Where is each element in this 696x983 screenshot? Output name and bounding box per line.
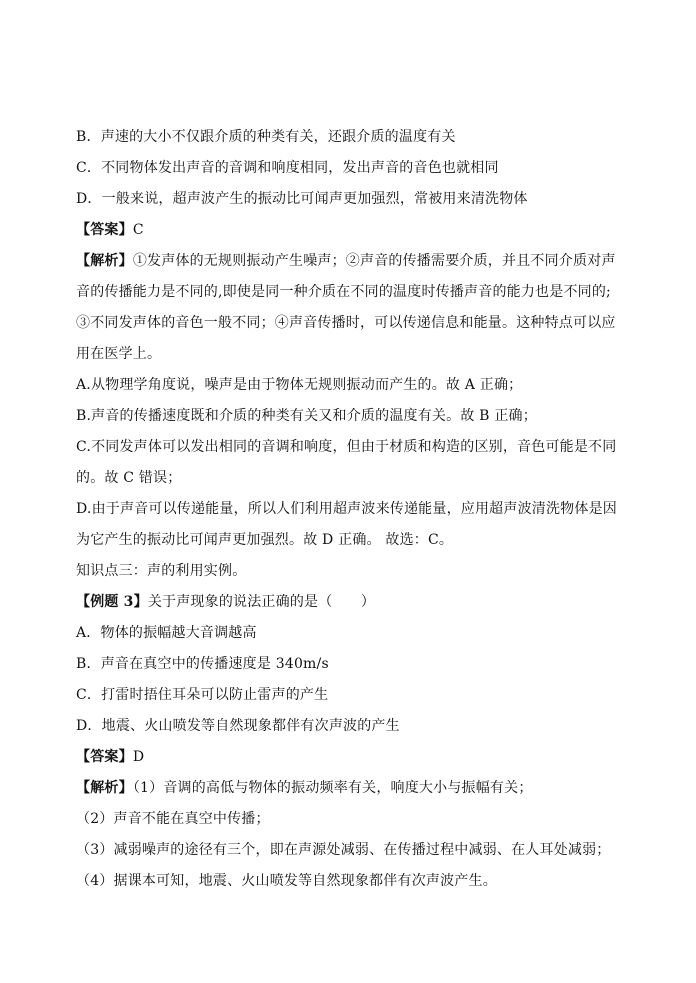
q2-analysis-c1: C.不同发声体可以发出相同的音调和响度，但由于材质和构造的区别，音色可能是不同: [76, 439, 617, 455]
q2-analysis-line-3: ③不同发声体的音色一般不同；④声音传播时，可以传递信息和能量。这种特点可以应: [76, 315, 616, 331]
q3-stem-line: [76, 592, 624, 612]
q2-answer-label: 【答案】: [76, 222, 133, 238]
q3-analysis-line-4: （4）据课本可知，地震、火山喷发等自然现象都伴有次声波产生。: [76, 873, 497, 889]
q2-analysis-line-4: 用在医学上。: [76, 346, 162, 362]
q2-analysis-d1: D.由于声音可以传递能量，所以人们利用超声波来传递能量，应用超声波清洗物体是因: [76, 501, 617, 517]
q2-option-b: B．声速的大小不仅跟介质的种类有关，还跟介质的温度有关: [76, 129, 456, 145]
q2-analysis-b: B.声音的传播速度既和介质的种类有关又和介质的温度有关。故 B 正确；: [76, 408, 537, 424]
q3-option-d: D．地震、火山喷发等自然现象都伴有次声波的产生: [76, 718, 400, 734]
q3-option-c: C．打雷时捂住耳朵可以防止雷声的产生: [76, 687, 329, 703]
q3-option-b: B．声音在真空中的传播速度是 340m/s: [76, 656, 329, 672]
q2-analysis-a: A.从物理学角度说，噪声是由于物体无规则振动而产生的。故 A 正确；: [76, 377, 523, 393]
q2-option-d: D．一般来说，超声波产生的振动比可闻声更加强烈，常被用来清洗物体: [76, 191, 528, 207]
q3-analysis-text-1: （1）音调的高低与物体的振动频率有关，响度大小与振幅有关；: [132, 780, 533, 796]
q3-analysis-label: 【解析】: [76, 780, 133, 796]
q2-analysis-c2: 的。故 C 错误；: [76, 470, 182, 486]
q3-answer-value: D: [132, 749, 145, 765]
q3-analysis-line-1: [76, 778, 624, 798]
q3-label: 【例题 3】: [76, 594, 148, 610]
q3-stem: 关于声现象的说法正确的是（ ）: [147, 594, 376, 610]
q3-analysis-line-3: （3）减弱噪声的途径有三个，即在声源处减弱、在传播过程中减弱、在人耳处减弱；: [76, 842, 611, 858]
q3-answer: [76, 747, 624, 767]
q2-answer-value: C: [132, 222, 144, 238]
q2-analysis-label: 【解析】: [76, 253, 133, 269]
knowledge-point-heading: 知识点三：声的利用实例。: [76, 563, 247, 579]
q2-analysis-d2: 为它产生的振动比可闻声更加强烈。故 D 正确。 故选：C。: [76, 532, 454, 548]
q3-answer-label: 【答案】: [76, 749, 133, 765]
q2-analysis-text-1: ①发声体的无规则振动产生噪声；②声音的传播需要介质，并且不同介质对声: [132, 253, 616, 269]
q3-analysis-line-2: （2）声音不能在真空中传播；: [76, 811, 270, 827]
q2-answer: [76, 220, 624, 240]
q3-option-a: A．物体的振幅越大音调越高: [76, 625, 257, 641]
q2-analysis-line-2: 音的传播能力是不同的,即使是同一种介质在不同的温度时传播声音的能力也是不同的;: [76, 284, 611, 300]
q2-option-c: C．不同物体发出声音的音调和响度相同，发出声音的音色也就相同: [76, 160, 499, 176]
q2-analysis-line-1: [76, 251, 624, 271]
